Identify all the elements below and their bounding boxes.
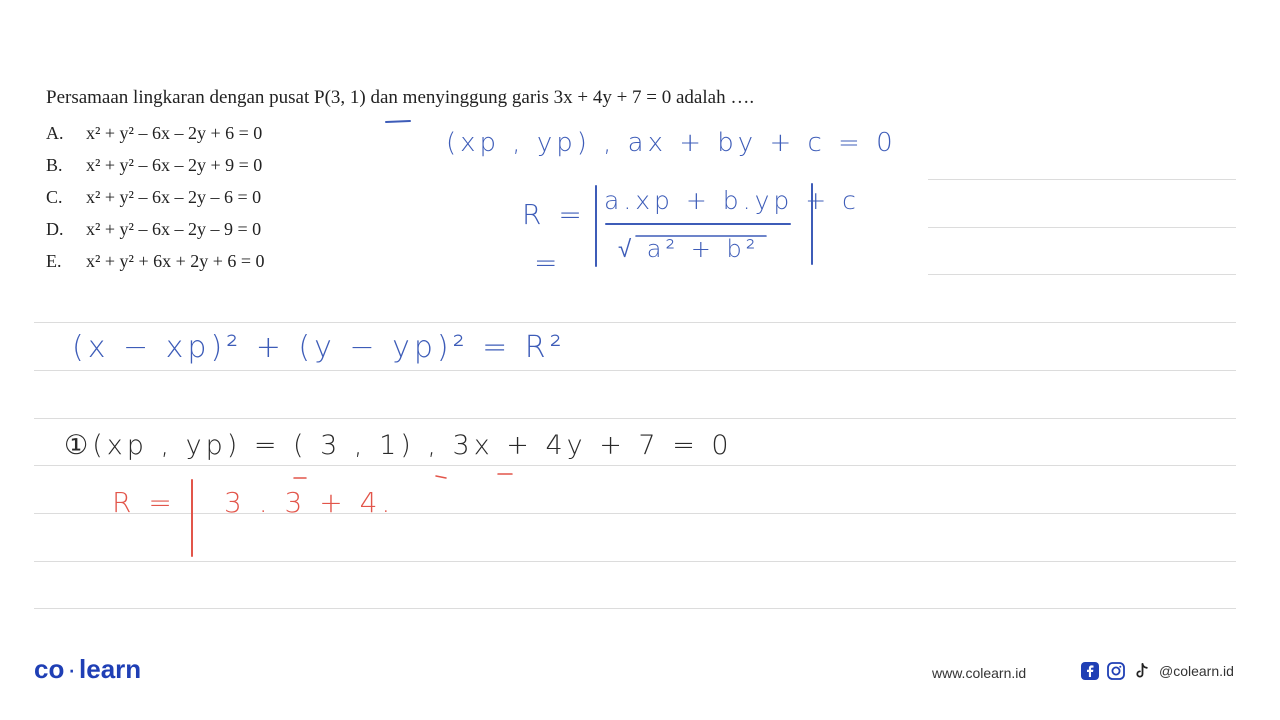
- hw-r-denominator: √ a² + b²: [618, 235, 760, 263]
- hw-equals-sign: =: [534, 246, 562, 279]
- colearn-logo: [34, 654, 141, 685]
- option-letter: B.: [46, 154, 63, 175]
- option-letter: A.: [46, 122, 64, 143]
- hw-step1-r: R =: [112, 486, 176, 519]
- question-text: Persamaan lingkaran dengan pusat P(3, 1) dan menyinggung garis 3x + 4y + 7 = 0 adalah ….: [46, 87, 755, 108]
- option-letter: C.: [46, 186, 63, 207]
- hw-step1-sub: 3 . 3 + 4.: [224, 486, 395, 519]
- option-text: x² + y² – 6x – 2y + 9 = 0: [86, 154, 263, 175]
- option-letter: E.: [46, 250, 62, 271]
- hw-circle-formula: (x − xp)² + (y − yp)² = R²: [72, 330, 566, 365]
- hw-underline-3x: [436, 476, 446, 478]
- logo-dot: ·: [67, 654, 77, 684]
- option-text: x² + y² + 6x + 2y + 6 = 0: [86, 250, 265, 271]
- logo-learn: learn: [79, 654, 142, 684]
- option-text: x² + y² – 6x – 2y – 9 = 0: [86, 218, 262, 239]
- option-letter: D.: [46, 218, 64, 239]
- facebook-icon[interactable]: [1081, 662, 1099, 680]
- instagram-icon[interactable]: [1107, 662, 1125, 680]
- social-handle[interactable]: @colearn.id: [1159, 663, 1234, 679]
- logo-co: co: [34, 654, 65, 684]
- hw-r-numerator: a.xp + b.yp + c: [604, 186, 860, 215]
- option-text: x² + y² – 6x – 2y – 6 = 0: [86, 186, 262, 207]
- hw-point-line: (xp , yp) , ax + by + c = 0: [446, 128, 897, 158]
- hw-dash-mark: [386, 121, 410, 122]
- option-text: x² + y² – 6x – 2y + 6 = 0: [86, 122, 263, 143]
- social-links: [1081, 662, 1234, 680]
- website-link[interactable]: www.colearn.id: [932, 665, 1027, 681]
- hw-r-label: R =: [522, 198, 586, 231]
- tiktok-icon[interactable]: [1133, 662, 1151, 680]
- hw-step1: ①(xp , yp) = ( 3 , 1) , 3x + 4y + 7 = 0: [64, 430, 733, 461]
